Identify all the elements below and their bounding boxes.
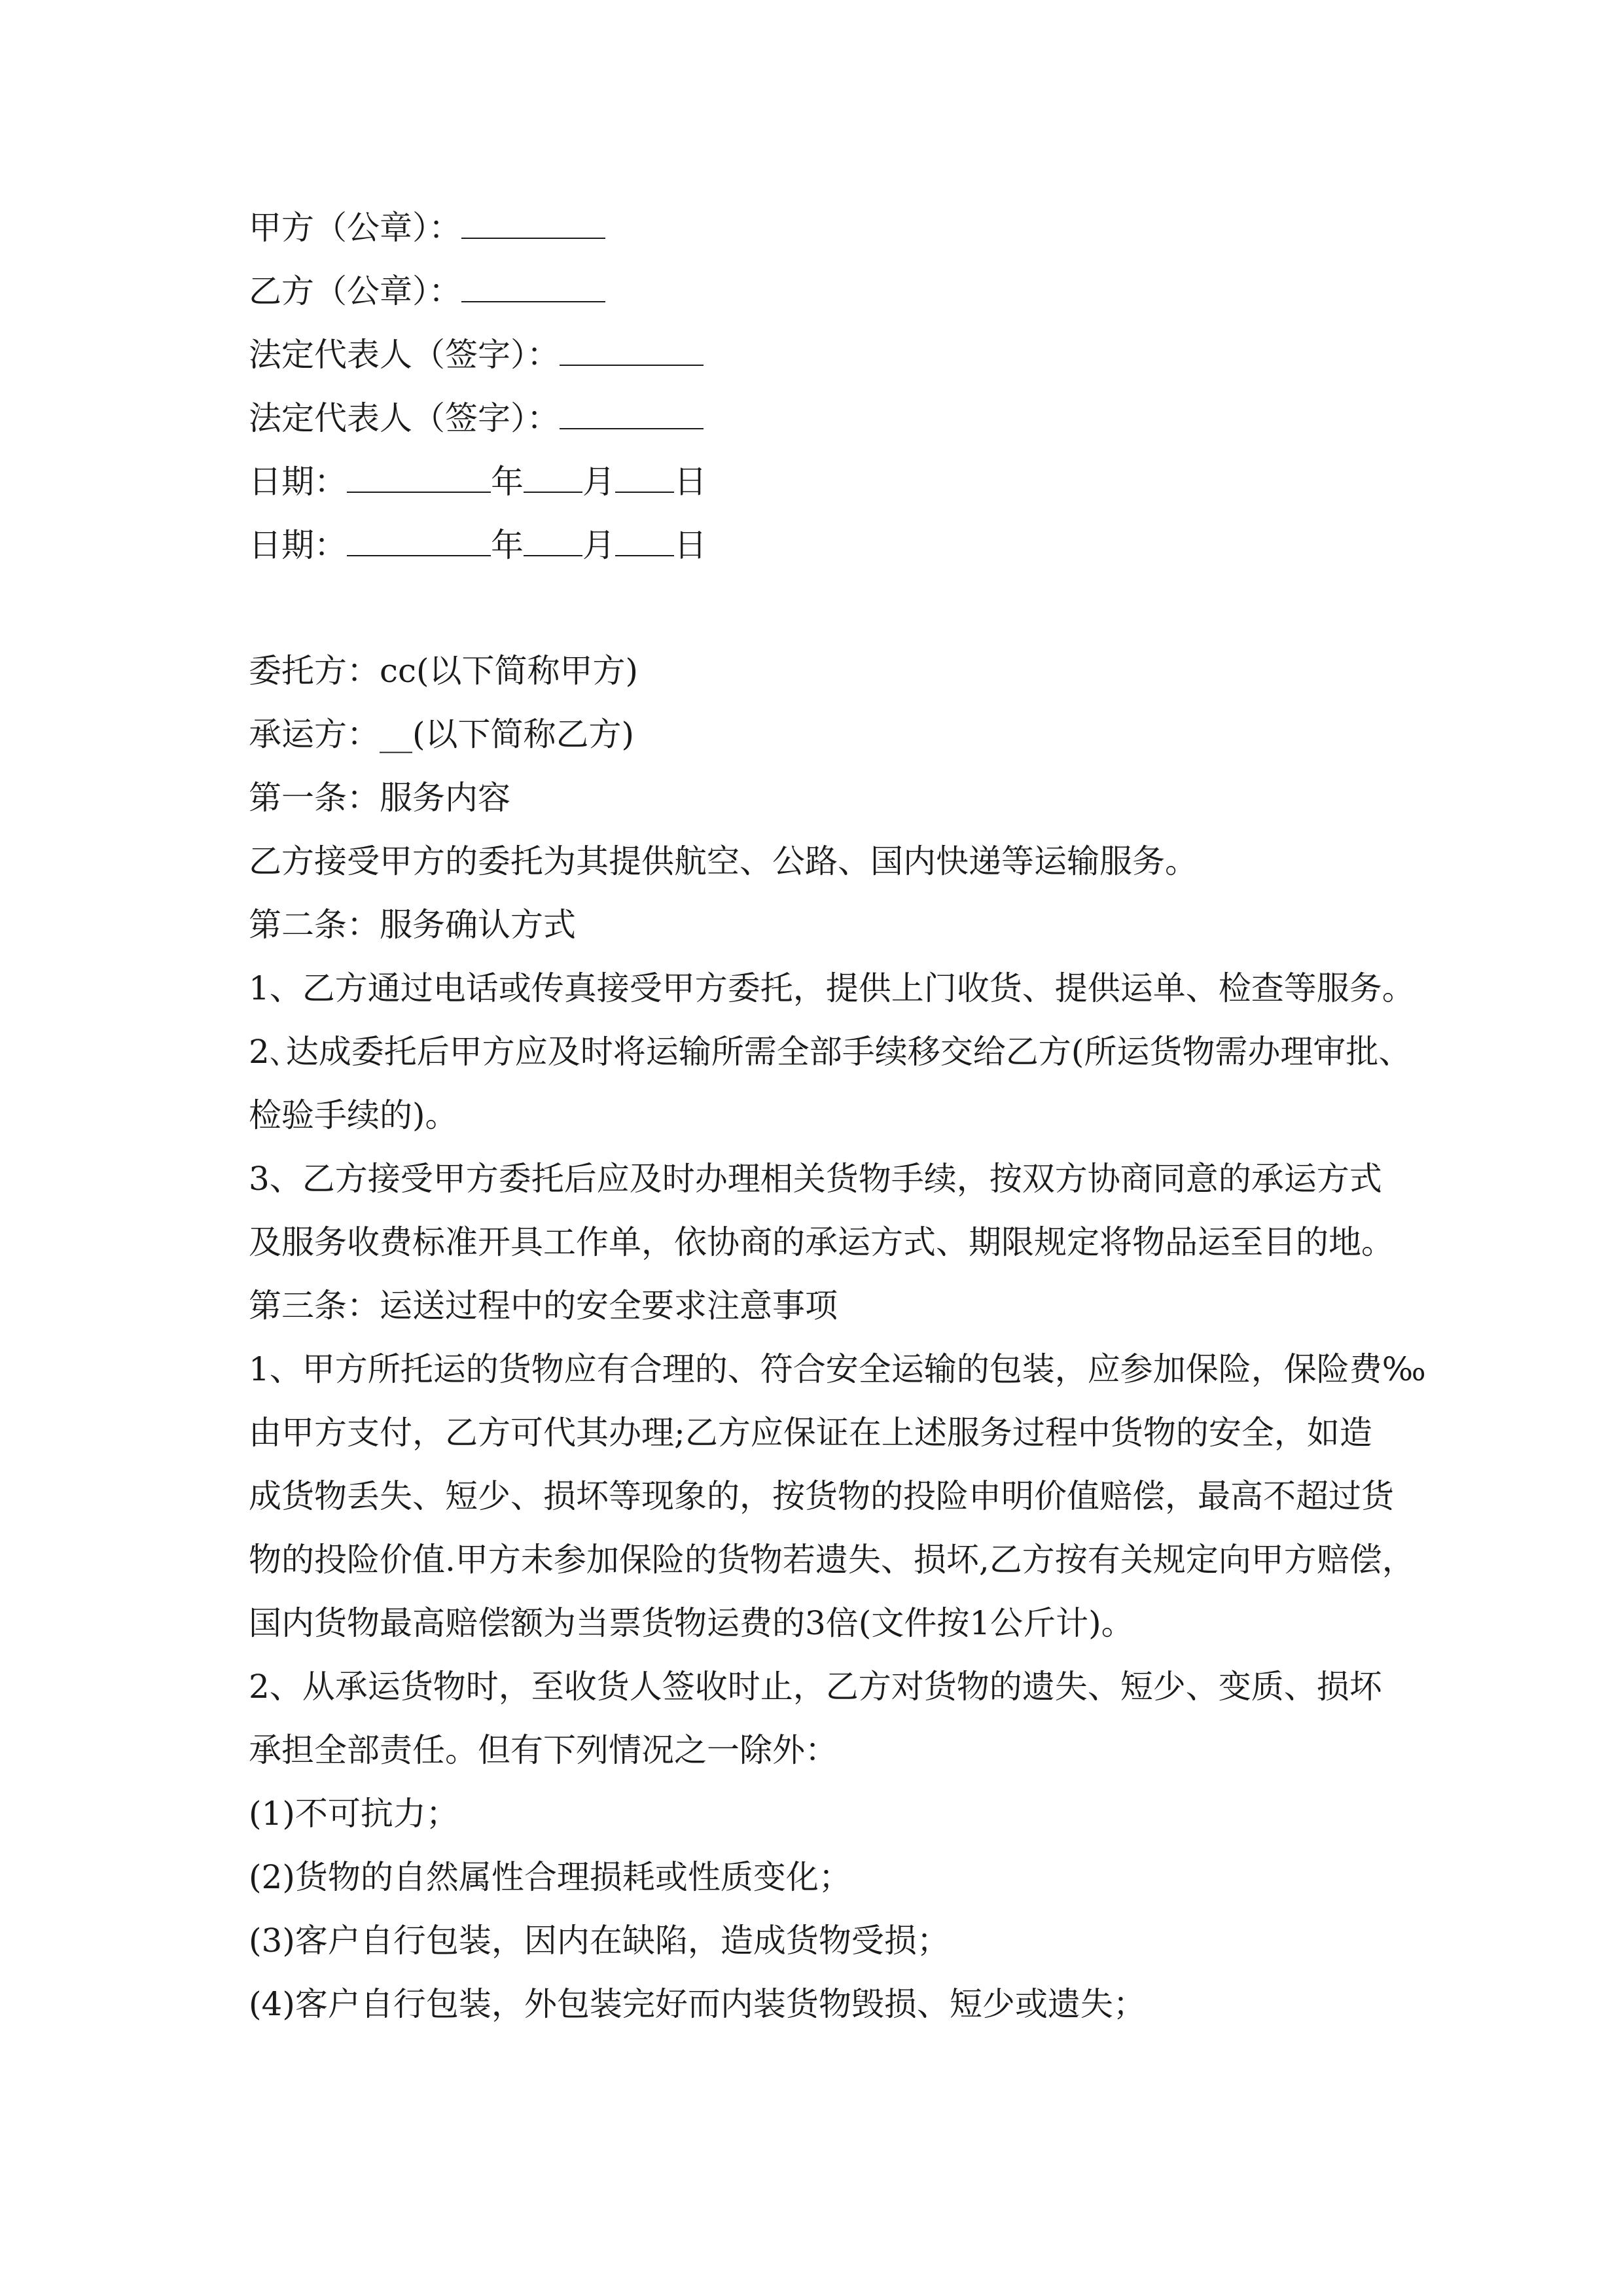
date-2-month-blank bbox=[524, 529, 582, 556]
body-line: 及服务收费标准开具工作单，依协商的承运方式、期限规定将物品运至目的地。 bbox=[249, 1223, 1394, 1261]
date-2-line bbox=[249, 526, 707, 565]
legal-rep-1-blank bbox=[560, 338, 704, 366]
carrier-party-line: 承运方：__(以下简称乙方) bbox=[249, 715, 635, 753]
body-line: 物的投险价值.甲方未参加保险的货物若遗失、损坏,乙方按有关规定向甲方赔偿， bbox=[249, 1541, 1415, 1579]
list-item: (4)客户自行包装，外包装完好而内装货物毁损、短少或遗失； bbox=[249, 1985, 1146, 2023]
date-2-year-blank bbox=[347, 529, 491, 556]
date-1-year: 年 bbox=[491, 463, 524, 501]
date-1-month-blank bbox=[524, 465, 582, 493]
date-2-year: 年 bbox=[491, 526, 524, 564]
date-2-day-blank bbox=[615, 529, 674, 556]
date-2-month: 月 bbox=[582, 526, 615, 564]
date-2-day: 日 bbox=[674, 526, 707, 564]
body-line: 1、乙方通过电话或传真接受甲方委托，提供上门收货、提供运单、检查等服务。 bbox=[249, 969, 1415, 1007]
legal-rep-2-blank bbox=[560, 402, 704, 429]
body-line: 乙方接受甲方的委托为其提供航空、公路、国内快递等运输服务。 bbox=[249, 842, 1198, 880]
body-line: 2､达成委托后甲方应及时将运输所需全部手续移交给乙方(所运货物需办理审批、 bbox=[249, 1033, 1412, 1071]
list-item: (2)货物的自然属性合理损耗或性质变化； bbox=[249, 1858, 851, 1896]
date-1-day: 日 bbox=[674, 463, 707, 501]
body-line: 2、从承运货物时，至收货人签收时止，乙方对货物的遗失、短少、变质、损坏 bbox=[249, 1668, 1382, 1706]
article-1-heading: 第一条：服务内容 bbox=[249, 779, 510, 817]
party-b-seal-label: 乙方（公章）： bbox=[249, 272, 461, 310]
date-1-month: 月 bbox=[582, 463, 615, 501]
party-b-seal-blank bbox=[461, 275, 605, 302]
date-1-day-blank bbox=[615, 465, 674, 493]
legal-rep-1-label: 法定代表人（签字）： bbox=[249, 336, 560, 374]
body-line: 1、甲方所托运的货物应有合理的、符合安全运输的包装，应参加保险，保险费‰ bbox=[249, 1350, 1426, 1388]
party-a-seal-blank bbox=[461, 211, 605, 239]
legal-rep-1-line bbox=[249, 335, 704, 374]
party-a-seal-label: 甲方（公章）： bbox=[249, 209, 461, 247]
body-line: 检验手续的)。 bbox=[249, 1096, 458, 1134]
list-item: (3)客户自行包装，因内在缺陷，造成货物受损； bbox=[249, 1922, 950, 1960]
body-line: 由甲方支付，乙方可代其办理;乙方应保证在上述服务过程中货物的安全，如造 bbox=[249, 1414, 1372, 1452]
date-1-year-blank bbox=[347, 465, 491, 493]
date-2-label: 日期： bbox=[249, 526, 347, 564]
date-1-line bbox=[249, 462, 707, 501]
body-line: 承担全部责任。但有下列情况之一除外： bbox=[249, 1731, 838, 1769]
article-2-heading: 第二条：服务确认方式 bbox=[249, 906, 576, 944]
body-line: 国内货物最高赔偿额为当票货物运费的3倍(文件按1公斤计)。 bbox=[249, 1604, 1134, 1642]
list-item: (1)不可抗力； bbox=[249, 1795, 459, 1833]
legal-rep-2-line bbox=[249, 399, 704, 438]
article-3-heading: 第三条：运送过程中的安全要求注意事项 bbox=[249, 1287, 838, 1325]
party-b-seal-line bbox=[249, 272, 605, 311]
body-line: 3、乙方接受甲方委托后应及时办理相关货物手续，按双方协商同意的承运方式 bbox=[249, 1160, 1382, 1198]
legal-rep-2-label: 法定代表人（签字）： bbox=[249, 399, 560, 437]
body-line: 成货物丢失、短少、损坏等现象的，按货物的投险申明价值赔偿，最高不超过货 bbox=[249, 1477, 1394, 1515]
party-a-seal-line bbox=[249, 208, 605, 247]
client-party-line: 委托方：cc(以下简称甲方) bbox=[249, 652, 639, 690]
date-1-label: 日期： bbox=[249, 463, 347, 501]
